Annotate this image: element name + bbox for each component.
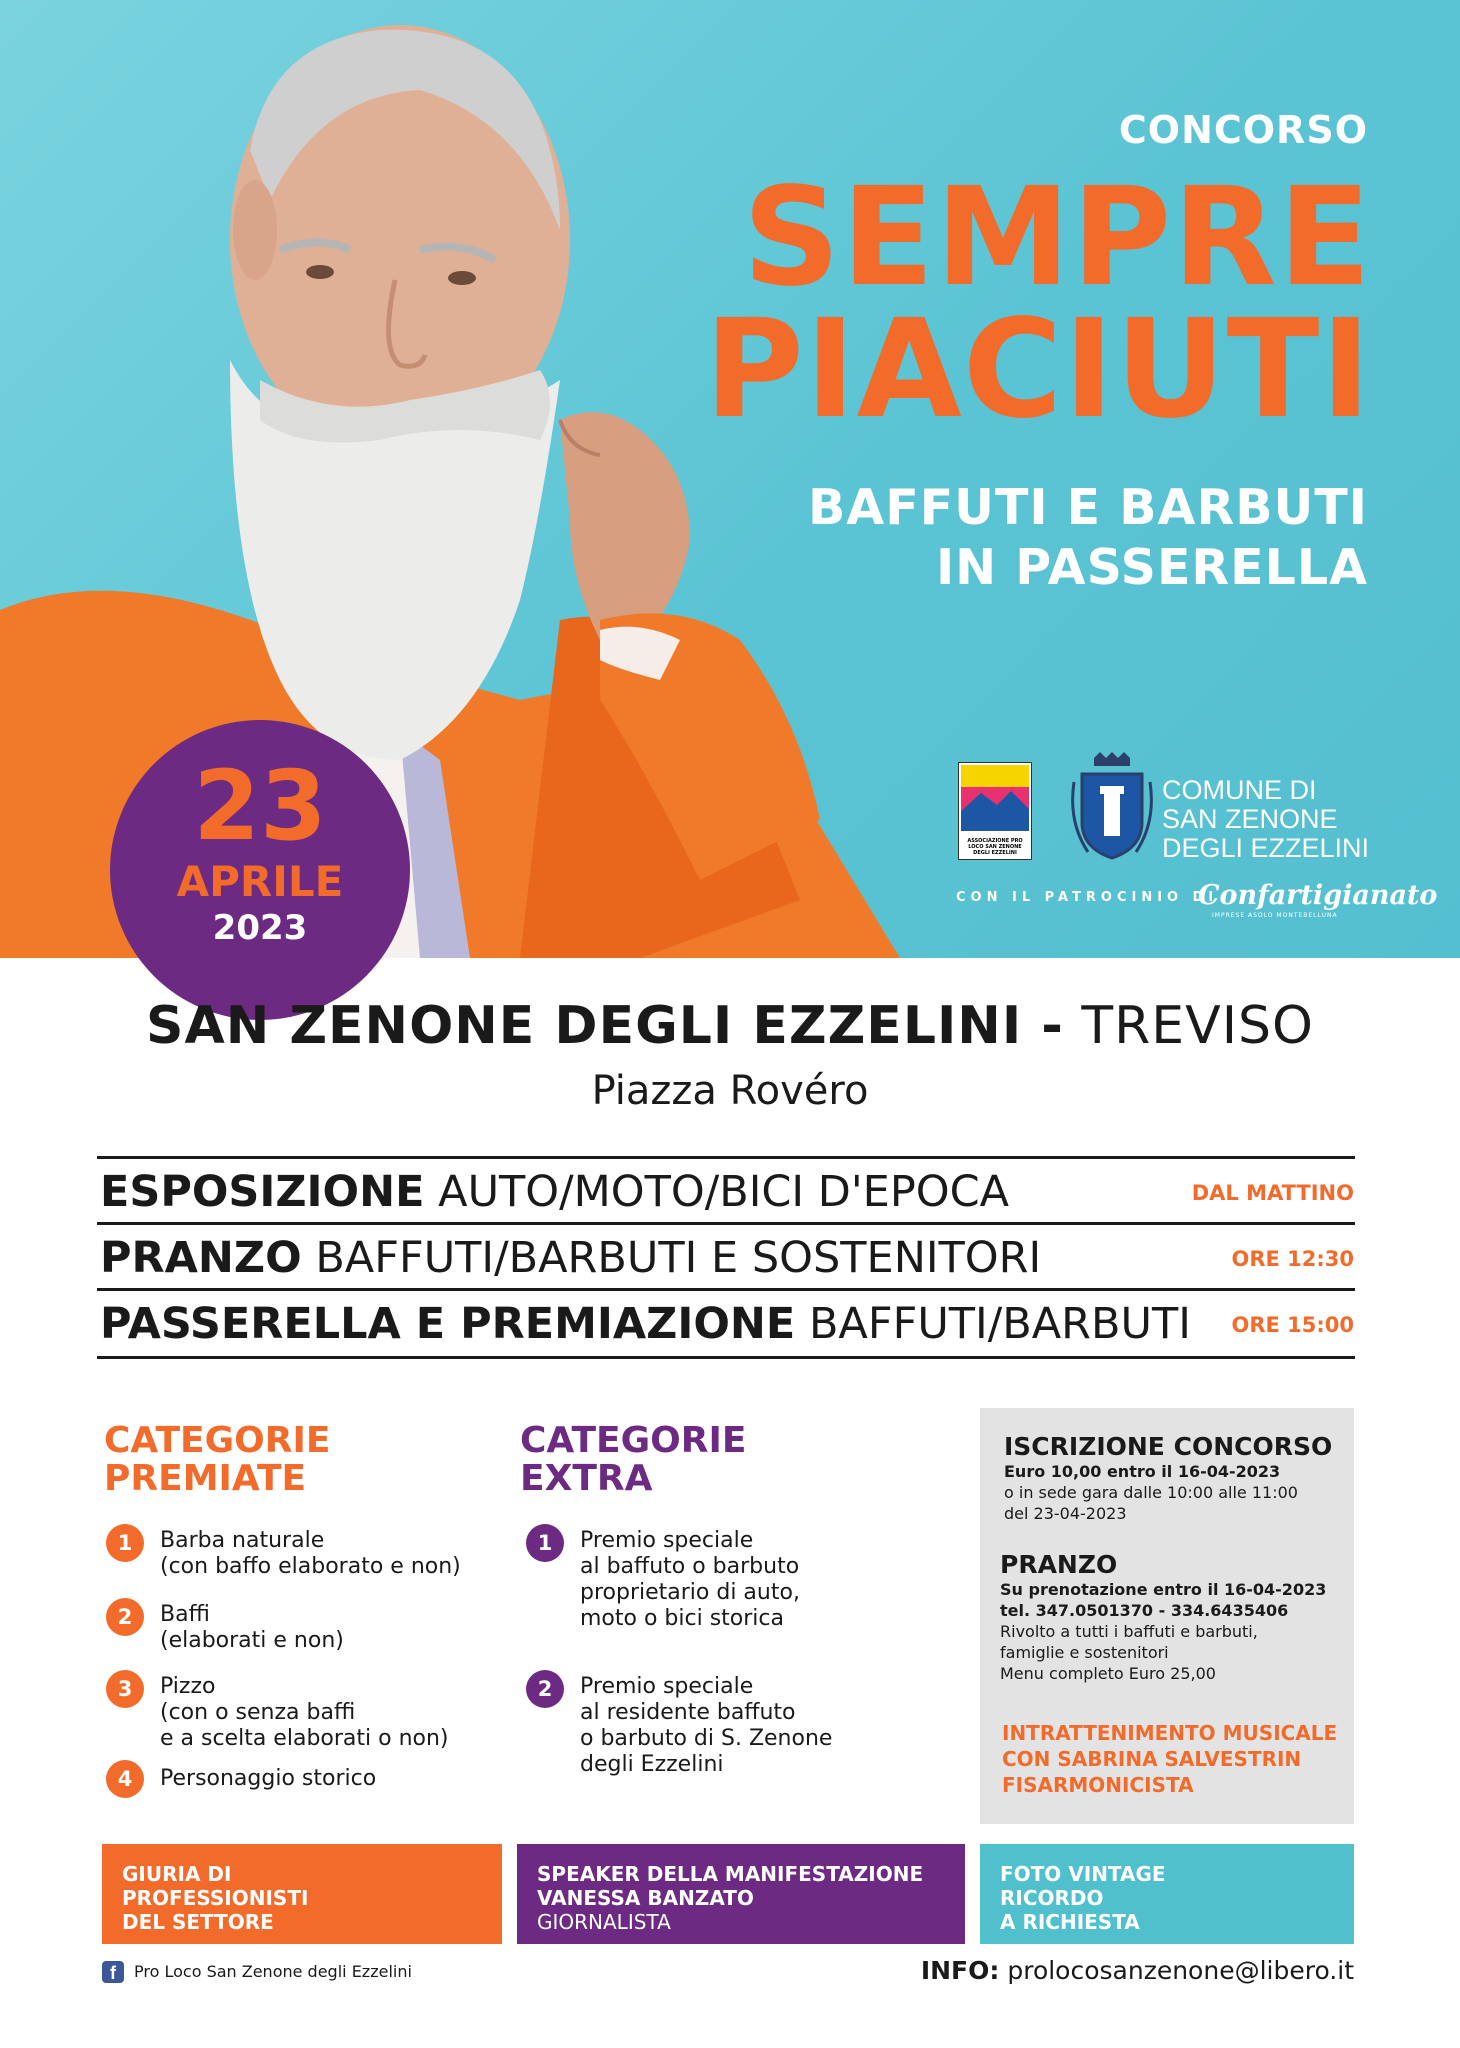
item-line: e a scelta elaborati o non) — [160, 1726, 449, 1751]
item-line: moto o bici storica — [580, 1606, 784, 1631]
item-text — [160, 1602, 344, 1654]
music-line: INTRATTENIMENTO MUSICALE — [1002, 1721, 1338, 1745]
item-text — [580, 1528, 800, 1632]
subtitle-line-1: BAFFUTI E BARBUTI — [807, 479, 1368, 536]
event-name: PRANZO — [100, 1233, 302, 1283]
giuria-text — [122, 1862, 308, 1934]
foto-line: FOTO VINTAGE — [1000, 1862, 1166, 1886]
list-item — [526, 1670, 946, 1790]
giuria-box — [102, 1844, 502, 1944]
event-title — [704, 159, 1372, 449]
date-year: 2023 — [212, 908, 308, 948]
iscrizione-section — [1004, 1432, 1332, 1524]
confartigianato-logo: Confartigianato — [1198, 880, 1438, 911]
list-item — [106, 1670, 506, 1756]
event-detail: BAFFUTI/BARBUTI — [808, 1299, 1191, 1349]
comune-line-1: COMUNE DI — [1162, 775, 1317, 805]
iscrizione-heading: ISCRIZIONE CONCORSO — [1004, 1432, 1333, 1461]
comune-name — [1162, 776, 1369, 863]
item-line: Pizzo — [160, 1674, 216, 1699]
pranzo-heading: PRANZO — [1000, 1550, 1118, 1579]
divider — [97, 1156, 1355, 1159]
item-line: (elaborati e non) — [160, 1628, 344, 1653]
title-line-2: PIACIUTI — [704, 291, 1372, 449]
event-row — [100, 1160, 1358, 1224]
number-badge: 2 — [106, 1598, 144, 1636]
location-town: SAN ZENONE DEGLI EZZELINI - — [146, 996, 1064, 1056]
list-item — [106, 1524, 506, 1584]
event-title-text — [100, 1226, 1041, 1290]
foto-box — [980, 1844, 1354, 1944]
divider — [97, 1288, 1355, 1291]
event-row — [100, 1226, 1358, 1290]
pranzo-detail: Menu completo Euro 25,00 — [1000, 1664, 1216, 1683]
event-time: ORE 12:30 — [1231, 1247, 1354, 1271]
item-line: (con baffo elaborato e non) — [160, 1554, 461, 1579]
pranzo-booking: Su prenotazione entro il 16-04-2023 — [1000, 1580, 1327, 1599]
proloco-logo-graphic — [959, 763, 1031, 833]
item-text — [160, 1674, 449, 1752]
categorie-premiate-heading — [104, 1422, 331, 1498]
subtitle-line-2: IN PASSERELLA — [935, 539, 1368, 596]
facebook-page-link[interactable]: Pro Loco San Zenone degli Ezzelini — [134, 1962, 412, 1981]
speaker-name: VANESSA BANZATO — [537, 1886, 754, 1910]
event-detail: AUTO/MOTO/BICI D'EPOCA — [438, 1167, 1010, 1217]
iscrizione-detail: o in sede gara dalle 10:00 alle 11:00 — [1004, 1483, 1298, 1502]
contest-label: CONCORSO — [1118, 108, 1368, 152]
number-badge: 1 — [106, 1524, 144, 1562]
title-line-1: SEMPRE — [742, 159, 1372, 317]
item-line: al residente baffuto — [580, 1700, 796, 1725]
info-contact — [921, 1956, 1354, 1985]
event-title-text — [100, 1292, 1191, 1356]
location-heading — [0, 996, 1460, 1056]
heading-line-2: EXTRA — [520, 1458, 653, 1499]
categorie-extra-heading — [520, 1422, 747, 1498]
music-section — [1002, 1720, 1337, 1798]
list-item — [526, 1524, 946, 1644]
event-detail: BAFFUTI/BARBUTI E SOSTENITORI — [315, 1233, 1042, 1283]
item-line: Baffi — [160, 1602, 210, 1627]
divider — [97, 1222, 1355, 1225]
number-badge: 1 — [526, 1524, 564, 1562]
event-name: PASSERELLA E PREMIAZIONE — [100, 1299, 796, 1349]
info-label: INFO: — [920, 1956, 1000, 1985]
item-line: Premio speciale — [580, 1528, 754, 1553]
list-item — [106, 1760, 506, 1800]
giuria-line: DEL SETTORE — [122, 1910, 274, 1934]
location-province: TREVISO — [1081, 996, 1314, 1056]
event-time: ORE 15:00 — [1231, 1313, 1354, 1337]
proloco-logo — [958, 762, 1032, 860]
iscrizione-detail: del 23-04-2023 — [1004, 1504, 1127, 1523]
number-badge: 3 — [106, 1670, 144, 1708]
speaker-role: GIORNALISTA — [537, 1910, 671, 1934]
item-line: o barbuto di S. Zenone — [580, 1726, 833, 1751]
comune-line-2: SAN ZENONE — [1162, 804, 1338, 834]
event-row — [100, 1292, 1358, 1356]
event-name: ESPOSIZIONE — [100, 1167, 425, 1217]
pranzo-detail: famiglie e sostenitori — [1000, 1643, 1169, 1662]
pranzo-detail: Rivolto a tutti i baffuti e barbuti, — [1000, 1622, 1258, 1641]
date-day: 23 — [193, 750, 327, 862]
foto-line: A RICHIESTA — [1000, 1910, 1140, 1934]
foto-text — [1000, 1862, 1166, 1934]
item-line: Premio speciale — [580, 1674, 754, 1699]
giuria-line: PROFESSIONISTI — [122, 1886, 309, 1910]
music-line: CON SABRINA SALVESTRIN — [1002, 1747, 1302, 1771]
comune-crest-icon — [1068, 752, 1156, 864]
item-line: proprietario di auto, — [580, 1580, 800, 1605]
number-badge: 2 — [526, 1670, 564, 1708]
music-line: FISARMONICISTA — [1002, 1773, 1194, 1797]
heading-line-1: CATEGORIE — [104, 1420, 331, 1461]
info-email[interactable]: prolocosanzenone@libero.it — [1007, 1956, 1354, 1985]
date-month: APRILE — [176, 857, 344, 906]
confartigianato-subtitle: IMPRESE ASOLO MONTEBELLUNA — [1212, 912, 1338, 919]
item-line: Barba naturale — [160, 1528, 325, 1553]
comune-line-3: DEGLI EZZELINI — [1162, 833, 1370, 863]
pranzo-section — [1000, 1550, 1326, 1684]
item-line: (con o senza baffi — [160, 1700, 356, 1725]
foto-line: RICORDO — [1000, 1886, 1104, 1910]
iscrizione-fee: Euro 10,00 entro il 16-04-2023 — [1004, 1462, 1281, 1481]
patronage-label: CON IL PATROCINIO DI — [956, 890, 1219, 905]
item-line: al baffuto o barbuto — [580, 1554, 800, 1579]
item-text — [160, 1528, 461, 1580]
heading-line-1: CATEGORIE — [520, 1420, 747, 1461]
divider — [97, 1356, 1355, 1359]
item-text: Personaggio storico — [160, 1766, 377, 1791]
heading-line-2: PREMIATE — [104, 1458, 307, 1499]
event-time: DAL MATTINO — [1191, 1181, 1354, 1205]
number-badge: 4 — [106, 1760, 144, 1798]
info-box — [980, 1408, 1354, 1824]
item-line: degli Ezzelini — [580, 1752, 724, 1777]
speaker-line: SPEAKER DELLA MANIFESTAZIONE — [537, 1862, 924, 1886]
date-badge — [110, 720, 410, 1020]
facebook-icon[interactable]: f — [102, 1961, 124, 1983]
speaker-text — [537, 1862, 923, 1934]
proloco-logo-text: ASSOCIAZIONE PRO LOCO SAN ZENONE DEGLI EZZELINI — [967, 838, 1023, 856]
list-item — [106, 1598, 506, 1658]
location-square: Piazza Rovéro — [591, 1068, 869, 1114]
event-title-text — [100, 1160, 1009, 1224]
giuria-line: GIURIA DI — [122, 1862, 232, 1886]
item-text — [580, 1674, 832, 1778]
speaker-box — [517, 1844, 965, 1944]
pranzo-phone: tel. 347.0501370 - 334.6435406 — [1000, 1601, 1289, 1620]
event-subtitle — [808, 478, 1368, 598]
